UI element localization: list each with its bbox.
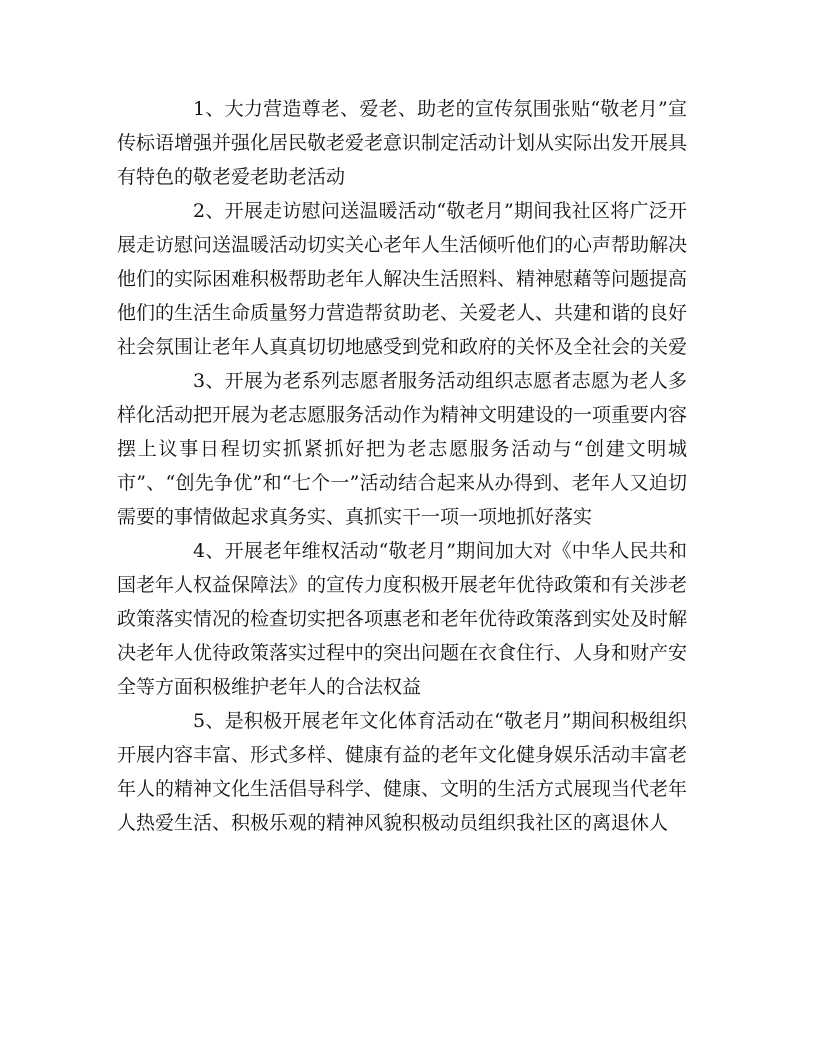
paragraph-4: 4、开展老年维权活动“敬老月”期间加大对《中华人民共和国老年人权益保障法》的宣传力度积极开展老年优待政策和有关涉老政策落实情况的检查切实把各项惠老和老年优待政策落到实处及时解决老年人优待政策落实过程中的突出问题在衣食住行、人身和财产安全等方面积极维护老年人的合法权益 (117, 540, 688, 698)
paragraph-1: 1、大力营造尊老、爱老、助老的宣传氛围张贴“敬老月”宣传标语增强并强化居民敬老爱老意识制定活动计划从实际出发开展具有特色的敬老爱老助老活动 (117, 98, 688, 188)
document-body (117, 92, 687, 840)
paragraph-5: 5、是积极开展老年文化体育活动在“敬老月”期间积极组织开展内容丰富、形式多样、健康有益的老年文化健身娱乐活动丰富老年人的精神文化生活倡导科学、健康、文明的生活方式展现当代老年人热爱生活、积极乐观的精神风貌积极动员组织我社区的离退休人 (117, 710, 688, 834)
paragraph-3: 3、开展为老系列志愿者服务活动组织志愿者志愿为老人多样化活动把开展为老志愿服务活动作为精神文明建设的一项重要内容摆上议事日程切实抓紧抓好把为老志愿服务活动与“创建文明城市”、“创先争优”和“七个一”活动结合起来从办得到、老年人又迫切需要的事情做起求真务实、真抓实干一项一项地抓好落实 (117, 370, 688, 528)
paragraph-2: 2、开展走访慰问送温暖活动“敬老月”期间我社区将广泛开展走访慰问送温暖活动切实关心老年人生活倾听他们的心声帮助解决他们的实际困难积极帮助老年人解决生活照料、精神慰藉等问题提高他们的生活生命质量努力营造帮贫助老、关爱老人、共建和谐的良好社会氛围让老年人真真切切地感受到党和政府的关怀及全社会的关爱 (117, 200, 688, 358)
